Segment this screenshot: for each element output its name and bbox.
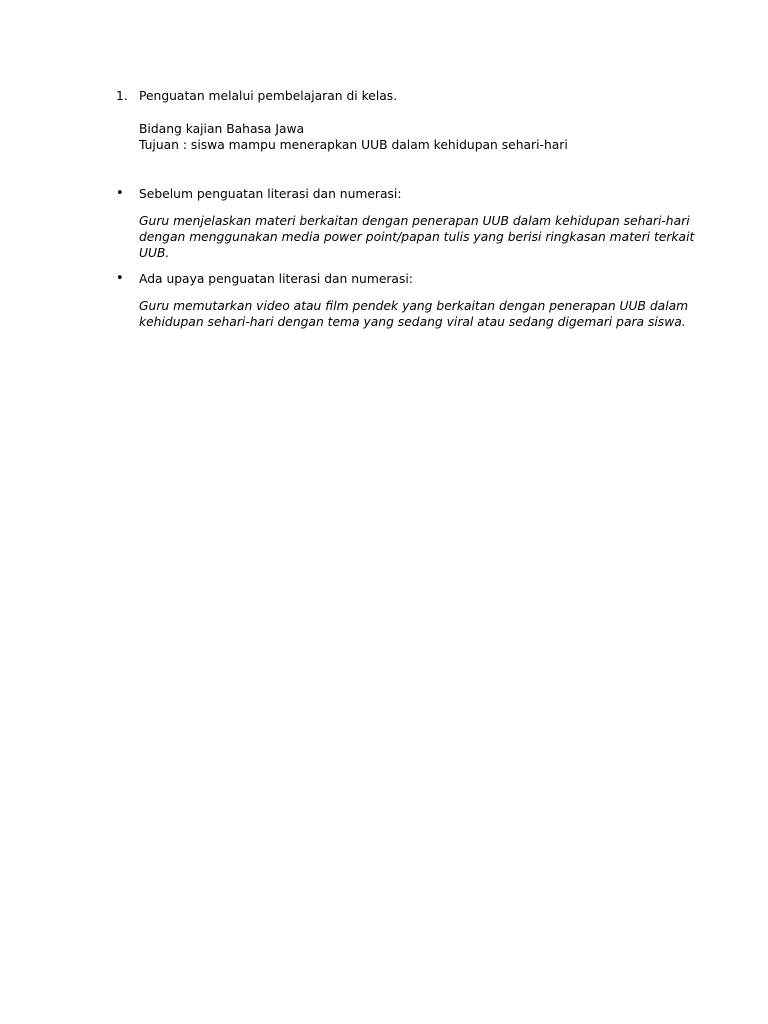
bullet-marker: • — [116, 271, 124, 286]
bullet-heading: Sebelum penguatan literasi dan numerasi: — [139, 187, 402, 201]
bullet-body-line: UUB. — [139, 246, 170, 260]
bullet-body-line: dengan menggunakan media power point/papan tulis yang berisi ringkasan materi terkait — [139, 230, 695, 244]
bullet-body-line: Guru menjelaskan materi berkaitan dengan penerapan UUB dalam kehidupan sehari-hari — [139, 214, 690, 228]
bullet-heading: Ada upaya penguatan literasi dan numerasi: — [139, 272, 413, 286]
bullet-marker: • — [116, 186, 124, 201]
bullet-body-line: kehidupan sehari-hari dengan tema yang sedang viral atau sedang digemari para siswa. — [139, 315, 686, 329]
subject-line: Bidang kajian Bahasa Jawa — [139, 122, 305, 136]
goal-line: Tujuan : siswa mampu menerapkan UUB dalam kehidupan sehari-hari — [139, 138, 568, 152]
list-number: 1. — [116, 89, 128, 103]
bullet-body-line: Guru memutarkan video atau film pendek yang berkaitan dengan penerapan UUB dalam — [139, 299, 689, 313]
numbered-item-text: Penguatan melalui pembelajaran di kelas. — [139, 89, 398, 103]
